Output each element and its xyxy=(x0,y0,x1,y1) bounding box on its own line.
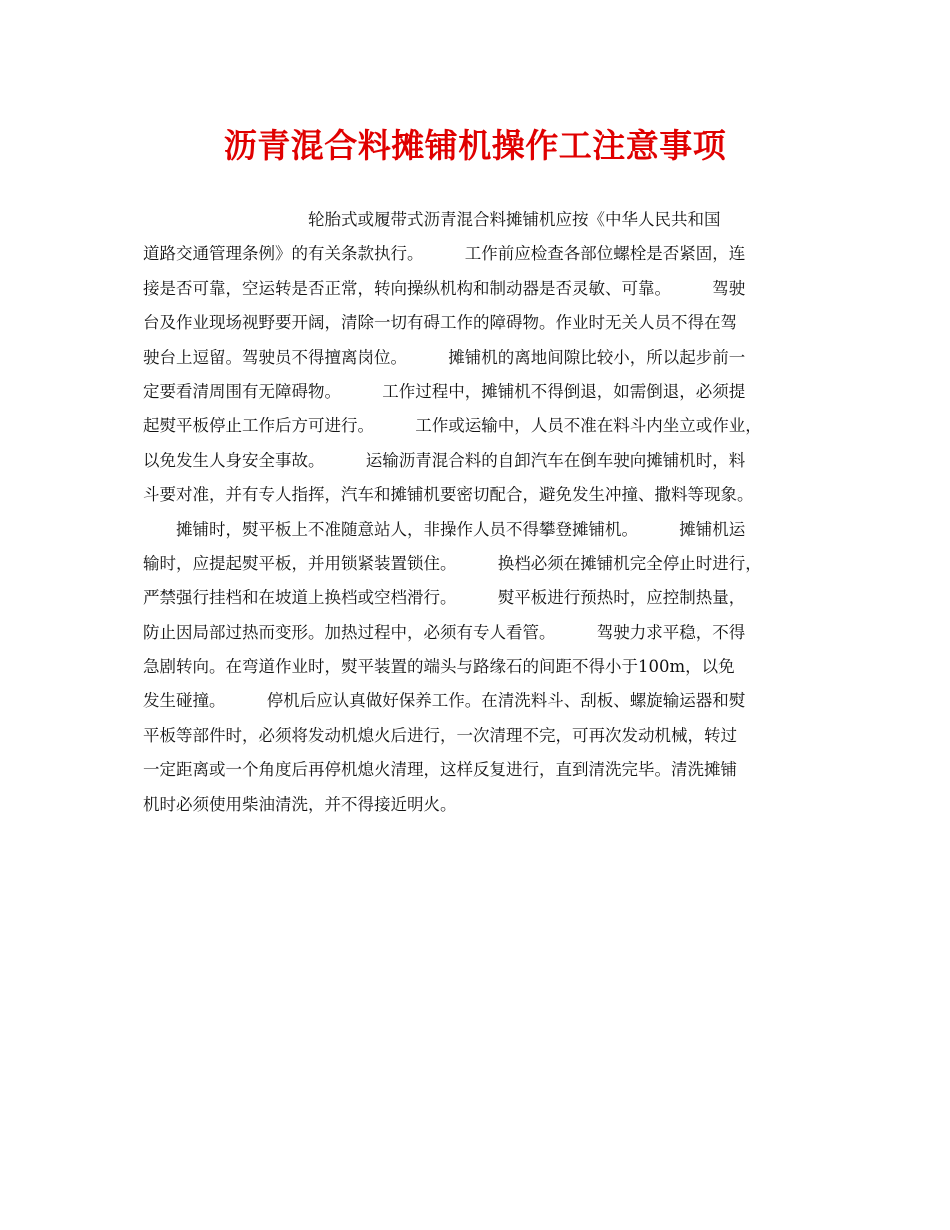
body-line: 一定距离或一个角度后再停机熄火清理，这样反复进行，直到清洗完毕。清洗摊铺 xyxy=(143,760,737,780)
body-line: 接是否可靠，空运转是否正常，转向操纵机构和制动器是否灵敏、可靠。 驾驶 xyxy=(143,278,746,298)
body-line: 定要看清周围有无障碍物。 工作过程中，摊铺机不得倒退，如需倒退，必须提 xyxy=(143,381,746,401)
body-line: 防止因局部过热而变形。加热过程中，必须有专人看管。 驾驶力求平稳，不得 xyxy=(143,622,746,642)
body-line: 输时，应提起熨平板，并用锁紧装置锁住。 换档必须在摊铺机完全停止时进行， xyxy=(143,553,762,573)
body-line: 机时必须使用柴油清洗，并不得接近明火。 xyxy=(143,794,457,814)
body-line: 轮胎式或履带式沥青混合料摊铺机应按《中华人民共和国 xyxy=(143,210,721,229)
body-line: 驶台上逗留。驾驶员不得擅离岗位。 摊铺机的离地间隙比较小，所以起步前一 xyxy=(143,347,746,367)
body-line: 道路交通管理条例》的有关条款执行。 工作前应检查各部位螺栓是否紧固，连 xyxy=(143,244,746,264)
body-line: 摊铺时，熨平板上不准随意站人，非操作人员不得攀登摊铺机。 摊铺机运 xyxy=(143,519,746,539)
body-line: 起熨平板停止工作后方可进行。 工作或运输中，人员不准在料斗内坐立或作业， xyxy=(143,416,762,436)
document-body xyxy=(143,203,823,822)
document-title: 沥青混合料摊铺机操作工注意事项 xyxy=(223,126,727,165)
body-line: 急剧转向。在弯道作业时，熨平装置的端头与路缘石的间距不得小于100m，以免 xyxy=(143,657,735,677)
body-line: 台及作业现场视野要开阔，清除一切有碍工作的障碍物。作业时无关人员不得在驾 xyxy=(143,313,737,333)
body-line: 以免发生人身安全事故。 运输沥青混合料的自卸汽车在倒车驶向摊铺机时，料 xyxy=(143,450,746,470)
body-line: 发生碰撞。 停机后应认真做好保养工作。在清洗料斗、刮板、螺旋输运器和熨 xyxy=(143,691,746,711)
body-line: 平板等部件时，必须将发动机熄火后进行，一次清理不完，可再次发动机械，转过 xyxy=(143,725,737,745)
body-line: 斗要对准，并有专人指挥，汽车和摊铺机要密切配合，避免发生冲撞、撒料等现象。 xyxy=(143,485,754,505)
body-line: 严禁强行挂档和在坡道上换档或空档滑行。 熨平板进行预热时，应控制热量， xyxy=(143,588,746,608)
